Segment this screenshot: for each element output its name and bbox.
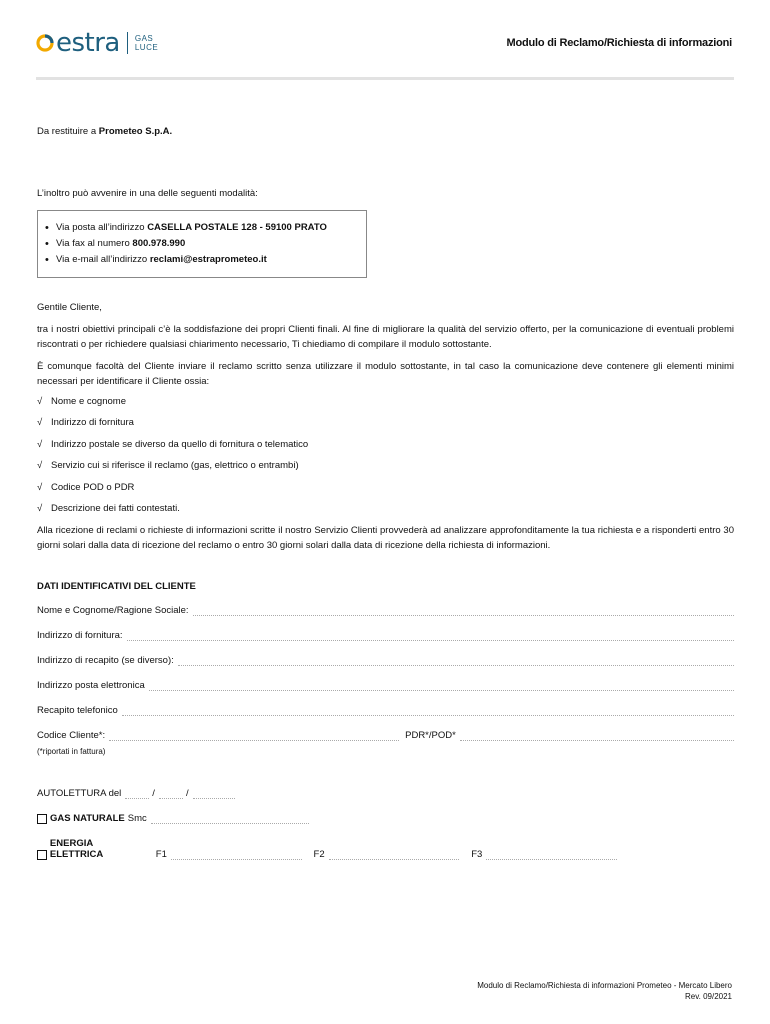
estra-logo-icon <box>36 34 54 52</box>
date-separator: / <box>152 788 155 799</box>
header-divider <box>36 77 734 80</box>
logo-word: estra <box>56 28 120 58</box>
send-methods-text: L’inoltro può avvenire in una delle seguenti modalità: <box>37 188 258 199</box>
gas-field <box>37 813 309 824</box>
page-footer <box>477 980 732 1002</box>
list-item: √ Servizio cui si riferisce il reclamo (gas, elettrico o entrambi) <box>37 460 299 471</box>
paragraph-intro: tra i nostri obiettivi principali c’è la soddisfazione dei propri Clienti finali. Al fine di migliorare la qualità del servizio offerto, per la comunicazione di eventuali problemi riscontrati o per richiedere qualsiasi chiarimento necessario, Ti chiediamo di compilare il modulo sottostante. <box>37 324 734 350</box>
logo-subtitle: GAS LUCE <box>134 34 159 52</box>
pdr-pod-label: PDR*/POD* <box>405 730 456 741</box>
method-fax: • Via fax al numero 800.978.990 <box>56 236 366 252</box>
check-icon: √ <box>37 460 43 471</box>
section-title: DATI IDENTIFICATIVI DEL CLIENTE <box>37 581 196 592</box>
f2-label: F2 <box>313 849 325 860</box>
email-input-line[interactable] <box>149 680 734 691</box>
name-field <box>37 605 734 616</box>
list-item: √ Codice POD o PDR <box>37 482 135 493</box>
phone-input-line[interactable] <box>122 705 734 716</box>
return-to-line: Da restituire a Prometeo S.p.A. <box>37 126 173 137</box>
electric-field <box>37 838 617 860</box>
name-input-line[interactable] <box>193 605 734 616</box>
footnote: (*riportati in fattura) <box>37 747 106 756</box>
paragraph-requirements: È comunque facoltà del Cliente inviare il reclamo scritto senza utilizzare il modulo sottostante, in tal caso la comunicazione deve contenere gli elementi minimi necessari per identificare il Cliente ossia: <box>37 361 734 387</box>
check-icon: √ <box>37 439 43 450</box>
method-post: • Via posta all’indirizzo CASELLA POSTALE 128 - 59100 PRATO <box>56 220 366 236</box>
f1-input-line[interactable] <box>171 849 302 860</box>
mail-address-field <box>37 655 734 666</box>
list-item: √ Descrizione dei fatti contestati. <box>37 503 180 514</box>
greeting: Gentile Cliente, <box>37 302 102 313</box>
supply-address-label: Indirizzo di fornitura: <box>37 630 123 641</box>
f3-label: F3 <box>471 849 483 860</box>
check-icon: √ <box>37 417 43 428</box>
list-item: √ Indirizzo postale se diverso da quello di fornitura o telematico <box>37 439 309 450</box>
mail-address-label: Indirizzo di recapito (se diverso): <box>37 655 174 666</box>
electric-checkbox[interactable] <box>37 850 47 860</box>
email-link[interactable]: reclami@estraprometeo.it <box>149 254 267 265</box>
check-icon: √ <box>37 396 43 407</box>
reading-year-input[interactable] <box>193 788 235 799</box>
gas-checkbox[interactable] <box>37 814 47 824</box>
phone-label: Recapito telefonico <box>37 705 118 716</box>
supply-address-field <box>37 630 734 641</box>
page-title: Modulo di Reclamo/Richiesta di informazioni <box>506 37 732 49</box>
electric-label: ENERGIA ELETTRICA <box>49 838 104 860</box>
estra-logo <box>36 28 158 58</box>
email-field <box>37 680 734 691</box>
client-code-label: Codice Cliente*: <box>37 730 106 741</box>
footer-form-name: Modulo di Reclamo/Richiesta di informazioni Prometeo - Mercato Libero <box>477 981 732 990</box>
client-code-field <box>37 730 734 741</box>
date-separator: / <box>185 788 189 799</box>
client-code-input-line[interactable] <box>109 730 399 741</box>
mail-address-input-line[interactable] <box>178 655 734 666</box>
check-icon: √ <box>37 482 43 493</box>
phone-field <box>37 705 734 716</box>
f3-input-line[interactable] <box>486 849 617 860</box>
paragraph-response: Alla ricezione di reclami o richieste di informazioni scritte il nostro Servizio Clienti provvederà ad analizzare approfonditamente la tua richiesta e a risponderti entro 30 giorni solari dalla data di ricezione del reclamo o entro 30 giorni solari dalla data di ricezione della richiesta di informazioni. <box>37 525 734 551</box>
list-item: √ Indirizzo di fornitura <box>37 417 134 428</box>
footer-revision: Rev. 09/2021 <box>685 992 732 1001</box>
send-methods-box <box>37 210 367 278</box>
email-label: Indirizzo posta elettronica <box>37 680 145 691</box>
gas-label: GAS NATURALE <box>50 813 125 824</box>
list-item: √ Nome e cognome <box>37 396 126 407</box>
f1-label: F1 <box>155 849 167 860</box>
self-reading-field <box>37 788 235 799</box>
gas-unit: Smc <box>127 813 147 824</box>
check-icon: √ <box>37 503 43 514</box>
f2-input-line[interactable] <box>329 849 460 860</box>
method-email: • Via e-mail all’indirizzo reclami@estraprometeo.it <box>56 252 366 268</box>
name-label: Nome e Cognome/Ragione Sociale: <box>37 605 189 616</box>
supply-address-input-line[interactable] <box>127 630 734 641</box>
reading-month-input[interactable] <box>159 788 183 799</box>
pdr-pod-input-line[interactable] <box>460 730 734 741</box>
self-reading-label: AUTOLETTURA del <box>37 788 122 799</box>
return-company: Prometeo S.p.A. <box>98 126 173 137</box>
logo-divider <box>127 32 128 54</box>
reading-day-input[interactable] <box>125 788 149 799</box>
gas-input-line[interactable] <box>151 813 309 824</box>
